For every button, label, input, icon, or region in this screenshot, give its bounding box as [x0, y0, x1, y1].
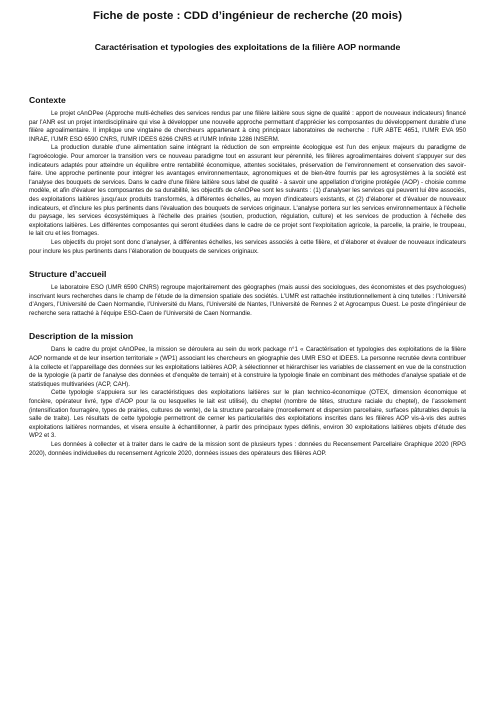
document-subtitle: Caractérisation et typologies des exploitations de la filière AOP normande [94, 42, 401, 52]
paragraph: Le projet cAnOPee (Approche multi-échelles des services rendus par une filière laitière sous signe de qualité : apport de nouveaux indicateurs) financé par l’ANR est un projet interdisciplinaire qui vise à développer une nouvelle approche permettant d’apprécier les composantes du développement durable d’une filière agroalimentaire. Il implique une vingtaine de chercheurs appartenant à cinq principaux laboratoires de recherche : l’UR ABTE 4651, l’UMR EVA 950 INRAE, l’UMR ESO 6590 CNRS, l’UMR IDEES 6266 CNRS et l’UMR Infinite 1286 INSERM. [29, 110, 466, 143]
document-title: Fiche de poste : CDD d’ingénieur de recherche (20 mois) [92, 10, 403, 22]
paragraph: Les objectifs du projet sont donc d’analyser, à différentes échelles, les services associés à cette filière, et d’élaborer et évaluer de nouveaux indicateurs pour inclure les plus pertinents dans l’élaboration de bouquets de services originaux. [29, 238, 466, 255]
paragraph: Les données à collecter et à traiter dans le cadre de la mission sont de plusieurs types : données du Recensement Parcellaire Graphique 2020 (RPG 2020), données individuelles du recensement Agricole 2020, données issues des opérateurs des filières AOP. [29, 441, 466, 457]
paragraph: Dans le cadre du projet cAnOPee, la mission se déroulera au sein du work package n°1 « Caractérisation et typologies des exploitations de la filière AOP normande et de leur insertion territoriale » (WP1) associant les chercheurs en géographie des UMR ESO et IDEES. La personne recrutée devra contribuer à la collecte et l’appareillage des données sur les exploitations laitières AOP, à sélectionner et hiérarchiser les variables de classement en vue de la construction de la typologie (à partir de l’analyse des données et d’enquête de terrain) et à construire la typologie finale en combinant des méthodes d’analyse spatiale et de statistiques multivariées (ACP, CAH). [29, 346, 466, 388]
section-heading: Description de la mission [29, 331, 134, 342]
paragraph: Cette typologie s’appuiera sur les caractéristiques des exploitations laitières sur le plan technico-économique (OTEX, dimension économique et foncière, opérateur livré, type d’AOP pour la ou lesquelles le lait est utilisé), du cheptel (nombre de têtes, structure raciale du cheptel), de l’assolement (intensification fourragère, types de prairies, cultures de vente), de la structure parcellaire (morcellement et dispersion parcellaire, surfaces pâturables depuis la salle de traite). Les résultats de cette typologie permettront de cerner les particularités des exploitations inscrites dans les filières AOP vis-à-vis des autres exploitations laitières normandes, et visera ensuite à échantillonner, à partir des principaux types définis, environ 30 exploitations laitières objets d’étude des WP2 et 3. [29, 389, 466, 440]
paragraph: Le laboratoire ESO (UMR 6590 CNRS) regroupe majoritairement des géographes (mais aussi des sociologues, des économistes et des psychologues) inscrivant leurs recherches dans le champ de l’étude de la dimension spatiale des sociétés. L’UMR est rattachée institutionnellement à cinq tutelles : l’Université d’Angers, l’Université de Caen Normandie, l’Université du Mans, l’Université de Nantes, l’Université de Rennes 2 et Agrocampus Ouest. Le poste d’ingénieur de recherche sera rattaché à l’équipe ESO-Caen de l’Université de Caen Normandie. [29, 284, 466, 317]
paragraph: La production durable d'une alimentation saine intégrant la réduction de son empreinte écologique est l'un des enjeux majeurs du paradigme de l'agroécologie. Pour amorcer la transition vers ce nouveau paradigme tout en assurant leur pérennité, les filières agroalimentaires doivent s'appuyer sur des indicateurs adaptés pour atteindre un équilibre entre rentabilité économique, attentes sociétales, préservation de l'environnement et conservation des savoir-faire. Une approche pertinente pour intégrer les avantages environnementaux, agronomiques et de bien-être fournis par les agrosystèmes à la société est l'analyse des bouquets de services. Dans le cadre d'une filière laitière sous label de qualité - à savoir une appellation d'origine protégée (AOP) - choisie comme modèle, et afin d'évaluer les composantes de sa durabilité, les objectifs de cAnOPee sont les suivants : (1) d'analyser les services qui peuvent lui être associés, des exploitations laitières jusqu'aux produits transformés, à différentes échelles, au moyen d'indicateurs existants, et (2) d'élaborer et d'évaluer de nouveaux indicateurs, et d'inclure les plus pertinents dans l'évaluation des bouquets de services originaux. L'analyse portera sur les services environnementaux à l'échelle du paysage, les services écosystémiques à l'échelle des prairies (soutien, production, régulation, culture) et les services de production à l'échelle des exploitations laitières. Les différentes composantes qui seront étudiées dans le cadre de ce projet sont l'exploitation agricole, la parcelle, la prairie, le troupeau, le lait cru et les fromages. [29, 144, 466, 238]
section-structure-accueil [29, 269, 466, 318]
section-description-mission [29, 331, 466, 458]
section-heading: Contexte [29, 95, 66, 105]
section-contexte [29, 95, 466, 256]
section-heading: Structure d’accueil [29, 269, 107, 280]
